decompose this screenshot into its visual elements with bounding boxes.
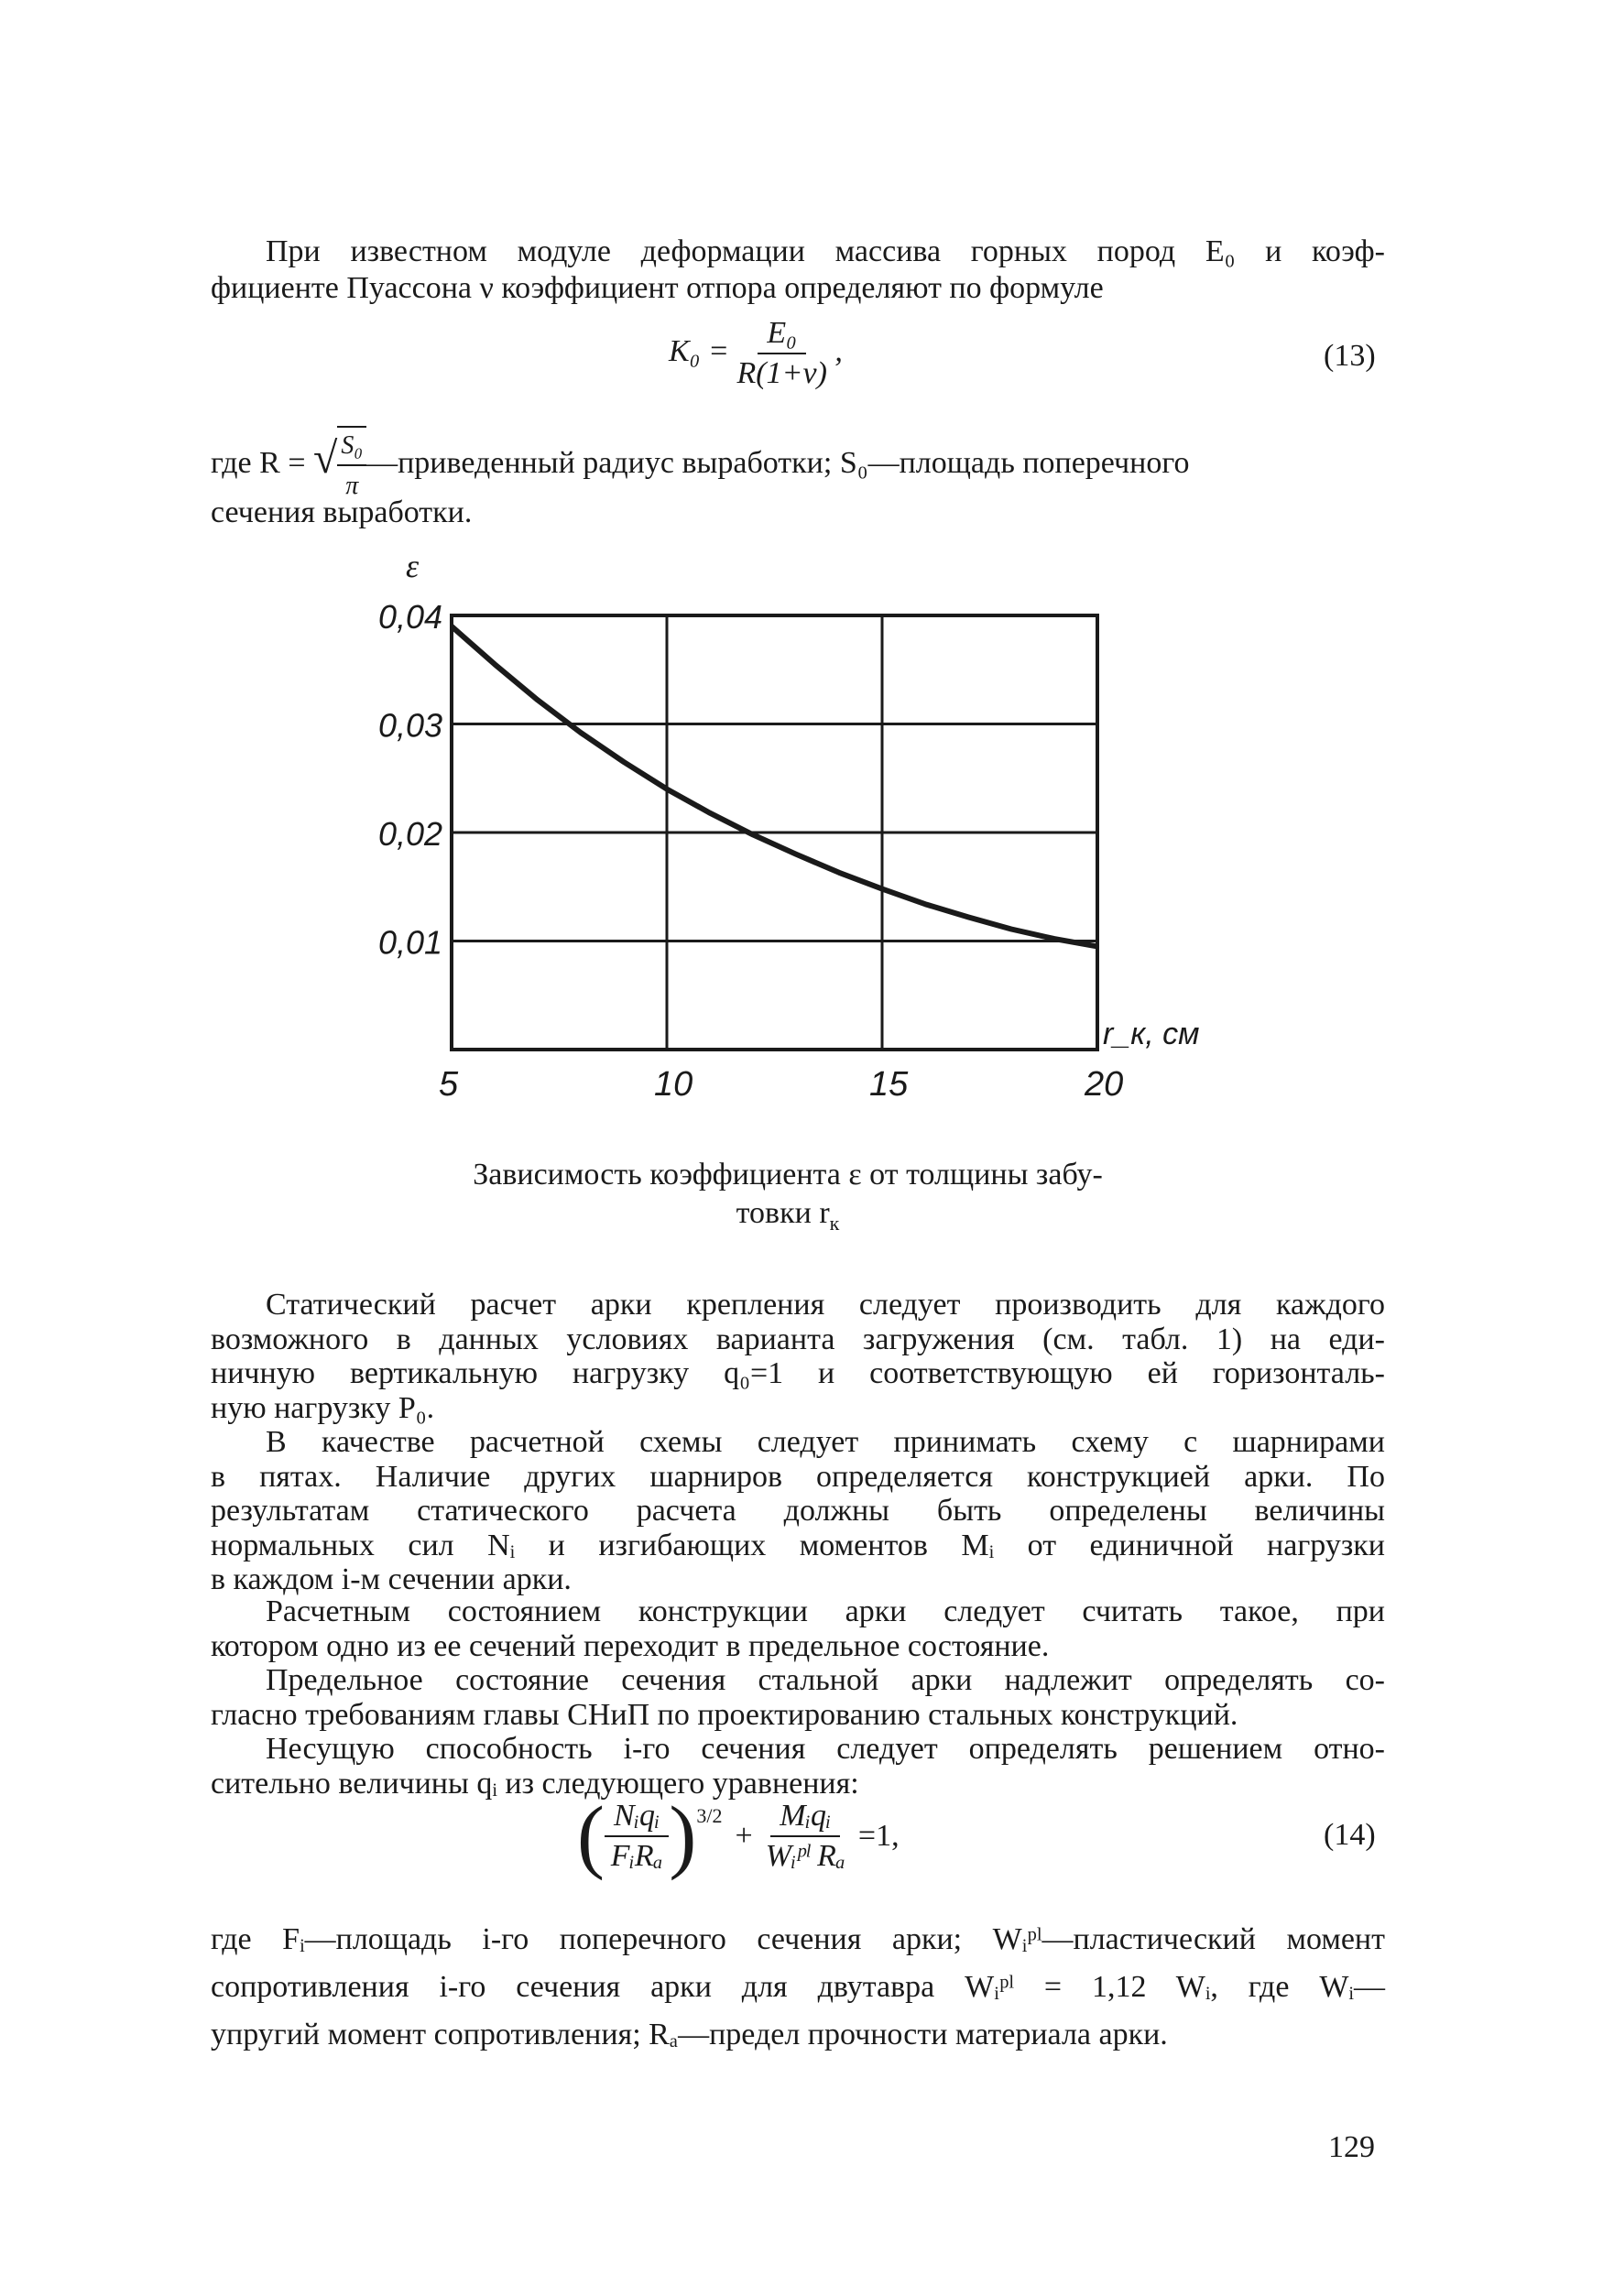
sqrt-fraction [337, 426, 366, 505]
formula-14-den-1: FᵢRₐ [610, 1839, 663, 1873]
formula-14-fraction-2 [766, 1799, 845, 1874]
x-tick-label: 10 [654, 1065, 693, 1104]
y-tick-label: 0,02 [378, 815, 443, 853]
body-p3-line-1: Расчетным состоянием конструкции арки следует считать такое, при [266, 1594, 1385, 1628]
x-tick-label: 20 [1085, 1065, 1124, 1104]
body-p1-line-2: возможного в данных условиях варианта загружения (см. табл. 1) на еди- [211, 1322, 1385, 1356]
body-p2-line-4: нормальных сил Nᵢ и изгибающих моментов Mᵢ от единичной нагрузки [211, 1528, 1385, 1562]
formula-13-lhs: K₀ = [669, 333, 729, 368]
formula-14-fraction-1 [605, 1799, 669, 1874]
caption-line-2-sub: к [829, 1211, 840, 1235]
body-p4-line-1: Предельное состояние сечения стальной арки надлежит определять со- [266, 1663, 1385, 1697]
formula-13 [669, 316, 843, 391]
x-tick-label: 5 [439, 1065, 459, 1104]
intro-line-2: фициенте Пуассона ν коэффициент отпора определяют по формуле [211, 271, 1104, 305]
formula-14-number: (14) [1324, 1818, 1376, 1852]
where-definition-line-1: где Fᵢ—площадь i-го поперечного сечения арки; Wᵢᵖˡ—пластический момент [211, 1922, 1385, 1956]
formula-14-power: 3/2 [696, 1804, 723, 1827]
where-radius-line-2: сечения выработки. [211, 495, 473, 529]
paren-open-icon: ( [577, 1790, 605, 1881]
y-tick-label: 0,03 [378, 706, 443, 745]
y-tick-label: 0,04 [378, 598, 443, 636]
where-radius-text: —приведенный радиус выработки; S₀—площадь поперечного [366, 445, 1190, 480]
formula-13-number: (13) [1324, 339, 1376, 373]
sqrt-sign-icon: √ [313, 433, 338, 483]
x-axis-label: r_к, см [1103, 1017, 1200, 1051]
formula-14-plus: + [735, 1819, 753, 1853]
where-definition-line-2: сопротивления i-го сечения арки для двутавра Wᵢᵖˡ = 1,12 Wᵢ, где Wᵢ— [211, 1970, 1385, 2004]
where-radius [211, 426, 1392, 505]
body-p1-line-3: ничную вертикальную нагрузку q₀=1 и соответствующую ей горизонталь- [211, 1356, 1385, 1390]
body-p5-line-1: Несущую способность i-го сечения следует определять решением отно- [266, 1732, 1385, 1766]
formula-14-num-1: Nᵢqᵢ [605, 1799, 669, 1837]
x-tick-label: 15 [869, 1065, 909, 1104]
figure-caption [366, 1156, 1209, 1243]
body-p2-line-3: результатам статического расчета должны быть определены величины [211, 1494, 1385, 1528]
body-p5-line-2: сительно величины qᵢ из следующего уравнения: [211, 1766, 859, 1801]
caption-line-1: Зависимость коэффициента ε от толщины забу- [473, 1158, 1103, 1192]
where-radius-lead: где R = [211, 445, 306, 480]
epsilon-chart [0, 550, 1614, 1209]
paren-close-icon: ) [669, 1790, 697, 1881]
where-definition-line-3: упругий момент сопротивления; Rₐ—предел прочности материала арки. [211, 2018, 1168, 2051]
formula-13-tail: , [834, 333, 843, 368]
formula-14-rhs: =1, [857, 1819, 900, 1853]
formula-14-den-2: Wᵢᵖˡ Rₐ [765, 1839, 845, 1873]
formula-14-num-2: Mᵢqᵢ [770, 1799, 840, 1837]
sqrt-numerator: S₀ [337, 428, 366, 466]
body-p1-line-1: Статический расчет арки крепления следует производить для каждого [266, 1288, 1385, 1322]
series-curve [452, 626, 1097, 947]
formula-14 [577, 1790, 900, 1881]
formula-13-denominator: R(1+ν) [736, 356, 827, 390]
caption-line-2-text: товки r [736, 1196, 830, 1230]
body-p3-line-2: котором одно из ее сечений переходит в предельное состояние. [211, 1628, 1050, 1663]
caption-line-2 [366, 1194, 1209, 1243]
formula-13-fraction [736, 316, 826, 391]
sqrt-denominator: π [345, 472, 359, 500]
formula-13-numerator: E₀ [758, 316, 806, 354]
chart-plot [378, 550, 1200, 1104]
body-p2-line-1: В качестве расчетной схемы следует принимать схему с шарнирами [266, 1425, 1385, 1459]
body-p1-line-4: ную нагрузку P₀. [211, 1390, 435, 1425]
body-p2-line-2: в пятах. Наличие других шарниров определяется конструкцией арки. По [211, 1459, 1385, 1494]
body-p4-line-2: гласно требованиям главы СНиП по проектированию стальных конструкций. [211, 1697, 1238, 1732]
body-p2-line-5: в каждом i-м сечении арки. [211, 1562, 572, 1596]
page-number: 129 [1328, 2130, 1375, 2164]
y-tick-label: 0,01 [378, 923, 443, 962]
y-axis-label: ε [406, 550, 420, 584]
intro-line-1: При известном модуле деформации массива горных пород E₀ и коэф- [266, 234, 1385, 268]
